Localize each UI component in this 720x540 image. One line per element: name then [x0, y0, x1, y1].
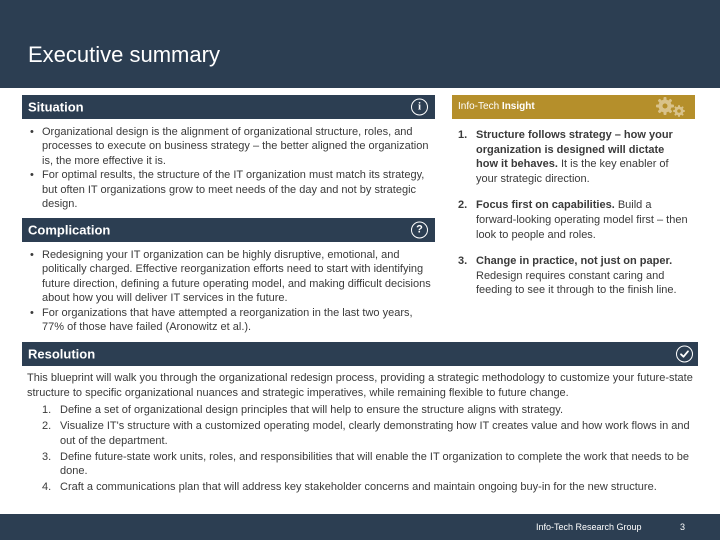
list-item — [456, 128, 688, 186]
situation-label: Situation — [28, 99, 84, 115]
step-text: Define a set of organizational design principles that will help to ensure the structure aligns with strategy. — [60, 404, 564, 416]
step-text: Craft a communications plan that will address key stakeholder concerns and maintain ongoing buy-in for the new structure. — [60, 481, 657, 494]
list-item: • Organizational design is the alignment of organizational structure, roles, and processes to execute on business strategy – the better aligned the organization is, the more effective it is. — [27, 125, 432, 168]
list-item — [42, 480, 692, 495]
insight-text: Build a forward-looking operating model first – then look to people and roles. — [476, 199, 688, 241]
page-number: 3 — [680, 522, 686, 532]
insight-number: 2. — [458, 199, 468, 212]
insight-bold-text: Focus first on capabilities. — [476, 199, 615, 212]
situation-bullets — [27, 125, 432, 211]
step-number: 4. — [42, 481, 52, 494]
title-bar — [0, 0, 720, 88]
insight-title-bold: Insight — [501, 101, 535, 112]
complication-label: Complication — [28, 222, 111, 238]
complication-bar — [22, 218, 435, 242]
step-number: 2. — [42, 420, 52, 433]
situation-bar — [22, 95, 435, 119]
step-number: 1. — [42, 404, 52, 416]
list-item — [456, 198, 688, 242]
insight-list — [456, 128, 688, 310]
resolution-label: Resolution — [28, 346, 96, 362]
step-text: Visualize IT's structure with a customized operating model, clearly demonstrating how IT creates value and how work flows in and out of the department. — [60, 420, 690, 447]
footer-brand: Info-Tech Research Group — [536, 522, 642, 532]
insight-bold-text: Structure follows strategy – how your organization is designed will dictate how it behaves. — [476, 129, 673, 171]
resolution-steps — [42, 403, 692, 497]
insight-text: Redesign requires constant caring and feeding to see it through to the finish line. — [476, 269, 677, 297]
list-item: • Redesigning your IT organization can be highly disruptive, emotional, and politically charged. Effective reorganization efforts need to start with identifying future direction, defining a future operating model, and making difficult decisions about how you will deliver IT services in the future. — [27, 248, 437, 306]
insight-number: 1. — [458, 129, 468, 141]
footer-bar — [0, 514, 720, 540]
insight-title — [458, 101, 535, 112]
insight-bar — [452, 95, 695, 119]
complication-bullets — [27, 248, 437, 334]
resolution-intro: This blueprint will walk you through the organizational redesign process, providing a strategic methodology to customize your future-state structure to specific organizational nuances and strategic imperatives, while remaining flexible to future change. — [27, 372, 693, 399]
list-item — [42, 450, 692, 479]
insight-title-prefix: Info-Tech — [458, 101, 500, 112]
insight-text: It is the key enabler of your strategic direction. — [476, 158, 669, 185]
list-item — [42, 403, 692, 418]
info-circle-icon: i — [411, 99, 428, 116]
question-circle-icon: ? — [411, 222, 428, 239]
list-item: • For optimal results, the structure of the IT organization must match its strategy, but often IT organizations grow to meet needs of the day and not by strategic design. — [27, 168, 432, 211]
gears-icon — [653, 95, 689, 119]
list-item — [42, 419, 692, 448]
page-title: Executive summary — [28, 42, 220, 67]
list-item — [456, 254, 688, 298]
insight-number: 3. — [458, 255, 468, 268]
check-circle-icon — [676, 346, 693, 363]
list-item: • For organizations that have attempted a reorganization in the last two years, 77% of those have failed (Aronowitz et al.). — [27, 306, 437, 335]
insight-bold-text: Change in practice, not just on paper. — [476, 255, 673, 268]
step-text: Define future-state work units, roles, and responsibilities that will enable the IT organization to complete the work that needs to be done. — [60, 450, 689, 478]
resolution-bar — [22, 342, 698, 366]
step-number: 3. — [42, 450, 52, 463]
